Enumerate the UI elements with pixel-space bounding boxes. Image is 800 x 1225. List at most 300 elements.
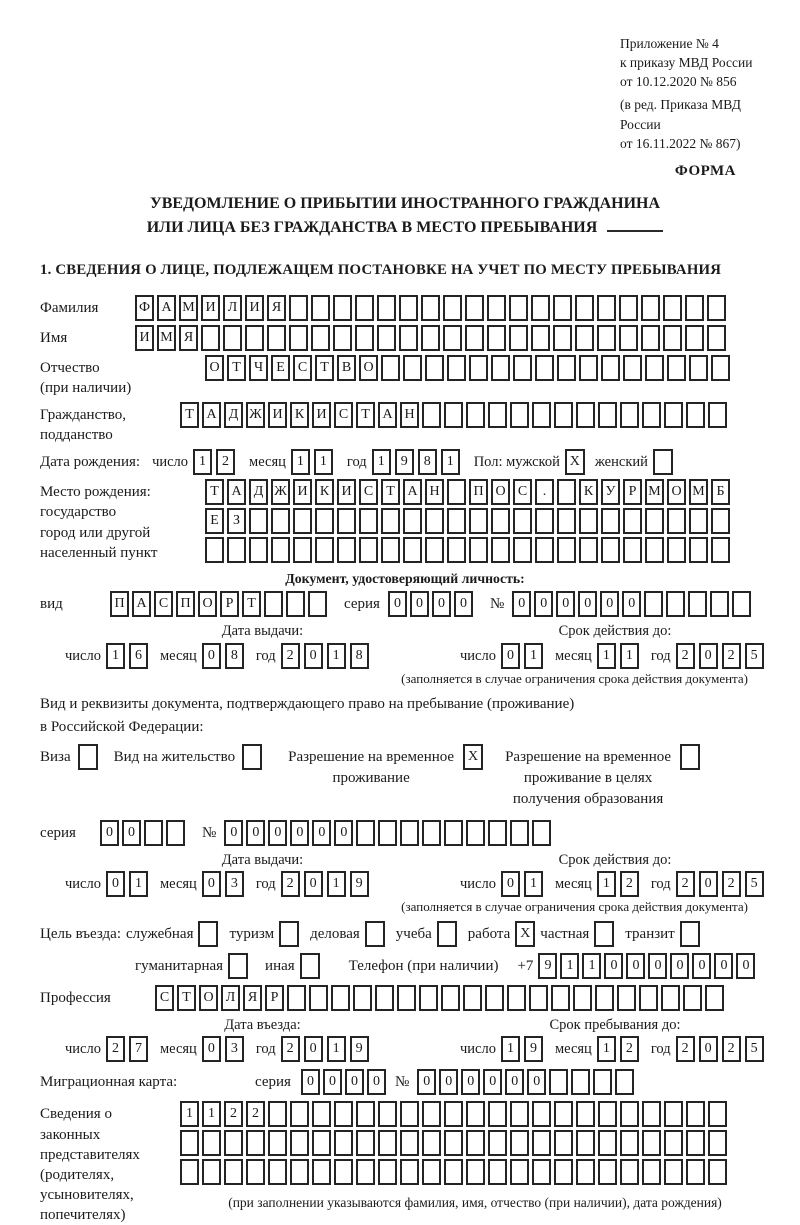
char-cell[interactable]: 0 (202, 871, 221, 897)
char-cell[interactable]: 1 (597, 643, 616, 669)
char-cell[interactable] (378, 1101, 397, 1127)
char-cell[interactable]: 0 (268, 820, 287, 846)
char-cell[interactable]: О (359, 355, 378, 381)
char-cell[interactable] (271, 537, 290, 563)
char-cell[interactable]: Т (205, 479, 224, 505)
sex-male-checkbox[interactable]: X (565, 449, 585, 475)
char-cell[interactable] (202, 1130, 221, 1156)
char-cell[interactable]: 0 (417, 1069, 436, 1095)
char-cell[interactable]: Ф (135, 295, 154, 321)
char-cell[interactable] (267, 325, 286, 351)
char-cell[interactable] (510, 402, 529, 428)
char-cell[interactable] (553, 325, 572, 351)
char-cell[interactable]: 9 (538, 953, 557, 979)
char-cell[interactable] (593, 1069, 612, 1095)
char-cell[interactable] (444, 402, 463, 428)
char-cell[interactable] (271, 508, 290, 534)
char-cell[interactable] (465, 325, 484, 351)
char-cell[interactable] (708, 1101, 727, 1127)
char-cell[interactable] (359, 508, 378, 534)
char-cell[interactable]: Т (315, 355, 334, 381)
char-cell[interactable] (667, 355, 686, 381)
char-cell[interactable] (510, 820, 529, 846)
char-cell[interactable]: 0 (527, 1069, 546, 1095)
char-cell[interactable]: 1 (524, 643, 543, 669)
char-cell[interactable] (573, 985, 592, 1011)
char-cell[interactable]: 1 (314, 449, 333, 475)
char-cell[interactable] (664, 1159, 683, 1185)
char-cell[interactable] (290, 1101, 309, 1127)
char-cell[interactable]: 0 (301, 1069, 320, 1095)
char-cell[interactable] (400, 1130, 419, 1156)
char-cell[interactable] (308, 591, 327, 617)
char-cell[interactable]: О (491, 479, 510, 505)
char-cell[interactable] (425, 355, 444, 381)
char-cell[interactable] (601, 355, 620, 381)
char-cell[interactable] (444, 820, 463, 846)
char-cell[interactable]: 8 (418, 449, 437, 475)
char-cell[interactable] (623, 537, 642, 563)
char-cell[interactable] (465, 295, 484, 321)
char-cell[interactable] (447, 479, 466, 505)
char-cell[interactable] (201, 325, 220, 351)
char-cell[interactable] (399, 325, 418, 351)
char-cell[interactable] (268, 1130, 287, 1156)
char-cell[interactable]: И (293, 479, 312, 505)
char-cell[interactable]: 1 (327, 871, 346, 897)
char-cell[interactable] (491, 508, 510, 534)
char-cell[interactable]: 2 (620, 1036, 639, 1062)
char-cell[interactable] (356, 820, 375, 846)
char-cell[interactable] (377, 325, 396, 351)
char-cell[interactable]: Л (221, 985, 240, 1011)
purpose-business-checkbox[interactable] (365, 921, 385, 947)
char-cell[interactable]: О (667, 479, 686, 505)
char-cell[interactable]: 0 (202, 643, 221, 669)
char-cell[interactable] (491, 537, 510, 563)
char-cell[interactable]: А (403, 479, 422, 505)
char-cell[interactable]: 1 (582, 953, 601, 979)
char-cell[interactable]: 0 (202, 1036, 221, 1062)
char-cell[interactable]: Н (400, 402, 419, 428)
char-cell[interactable]: 0 (600, 591, 619, 617)
char-cell[interactable]: И (337, 479, 356, 505)
char-cell[interactable]: 0 (648, 953, 667, 979)
char-cell[interactable] (166, 820, 185, 846)
char-cell[interactable]: 9 (350, 1036, 369, 1062)
char-cell[interactable]: 1 (620, 643, 639, 669)
char-cell[interactable] (447, 355, 466, 381)
char-cell[interactable] (334, 1130, 353, 1156)
char-cell[interactable] (333, 325, 352, 351)
char-cell[interactable]: 7 (129, 1036, 148, 1062)
char-cell[interactable]: 0 (604, 953, 623, 979)
char-cell[interactable]: Т (227, 355, 246, 381)
char-cell[interactable]: С (334, 402, 353, 428)
char-cell[interactable] (227, 537, 246, 563)
char-cell[interactable]: 6 (129, 643, 148, 669)
char-cell[interactable] (334, 1159, 353, 1185)
char-cell[interactable] (510, 1130, 529, 1156)
char-cell[interactable]: 8 (350, 643, 369, 669)
char-cell[interactable]: 2 (722, 643, 741, 669)
char-cell[interactable]: 0 (312, 820, 331, 846)
char-cell[interactable] (290, 1130, 309, 1156)
char-cell[interactable] (381, 537, 400, 563)
char-cell[interactable]: 1 (327, 643, 346, 669)
char-cell[interactable] (557, 355, 576, 381)
char-cell[interactable] (381, 355, 400, 381)
char-cell[interactable] (466, 1101, 485, 1127)
char-cell[interactable] (641, 295, 660, 321)
char-cell[interactable] (466, 820, 485, 846)
char-cell[interactable]: 2 (246, 1101, 265, 1127)
char-cell[interactable]: 1 (327, 1036, 346, 1062)
char-cell[interactable] (686, 1101, 705, 1127)
char-cell[interactable]: 2 (224, 1101, 243, 1127)
char-cell[interactable] (554, 402, 573, 428)
char-cell[interactable]: 3 (225, 1036, 244, 1062)
char-cell[interactable] (666, 591, 685, 617)
char-cell[interactable]: К (315, 479, 334, 505)
char-cell[interactable] (623, 508, 642, 534)
char-cell[interactable] (686, 1130, 705, 1156)
char-cell[interactable]: 0 (439, 1069, 458, 1095)
char-cell[interactable]: 1 (106, 643, 125, 669)
purpose-tourism-checkbox[interactable] (279, 921, 299, 947)
temp-permit-checkbox[interactable]: X (463, 744, 483, 770)
char-cell[interactable]: 1 (291, 449, 310, 475)
char-cell[interactable] (264, 591, 283, 617)
char-cell[interactable] (642, 1101, 661, 1127)
char-cell[interactable]: 0 (367, 1069, 386, 1095)
char-cell[interactable]: М (157, 325, 176, 351)
char-cell[interactable] (491, 355, 510, 381)
char-cell[interactable]: 5 (745, 871, 764, 897)
char-cell[interactable] (732, 591, 751, 617)
char-cell[interactable] (381, 508, 400, 534)
char-cell[interactable] (575, 295, 594, 321)
char-cell[interactable] (554, 1101, 573, 1127)
char-cell[interactable]: 2 (281, 1036, 300, 1062)
char-cell[interactable] (639, 985, 658, 1011)
char-cell[interactable]: Т (180, 402, 199, 428)
residence-permit-checkbox[interactable] (242, 744, 262, 770)
char-cell[interactable] (334, 1101, 353, 1127)
char-cell[interactable] (507, 985, 526, 1011)
char-cell[interactable] (689, 508, 708, 534)
char-cell[interactable] (223, 325, 242, 351)
char-cell[interactable] (707, 295, 726, 321)
char-cell[interactable] (535, 355, 554, 381)
char-cell[interactable] (466, 402, 485, 428)
char-cell[interactable]: 0 (410, 591, 429, 617)
char-cell[interactable] (312, 1159, 331, 1185)
char-cell[interactable]: 0 (626, 953, 645, 979)
char-cell[interactable]: 0 (714, 953, 733, 979)
char-cell[interactable] (487, 295, 506, 321)
char-cell[interactable] (469, 537, 488, 563)
char-cell[interactable]: 3 (225, 871, 244, 897)
char-cell[interactable] (711, 508, 730, 534)
char-cell[interactable] (311, 295, 330, 321)
char-cell[interactable]: Н (425, 479, 444, 505)
char-cell[interactable]: 0 (461, 1069, 480, 1095)
char-cell[interactable] (549, 1069, 568, 1095)
char-cell[interactable]: 1 (597, 871, 616, 897)
char-cell[interactable]: Ж (271, 479, 290, 505)
char-cell[interactable] (268, 1101, 287, 1127)
char-cell[interactable] (645, 508, 664, 534)
char-cell[interactable]: 2 (216, 449, 235, 475)
char-cell[interactable] (557, 479, 576, 505)
char-cell[interactable] (579, 355, 598, 381)
char-cell[interactable] (513, 508, 532, 534)
char-cell[interactable] (685, 295, 704, 321)
char-cell[interactable] (469, 355, 488, 381)
char-cell[interactable] (375, 985, 394, 1011)
char-cell[interactable] (378, 820, 397, 846)
char-cell[interactable] (644, 591, 663, 617)
char-cell[interactable] (447, 537, 466, 563)
char-cell[interactable] (422, 1101, 441, 1127)
char-cell[interactable]: Л (223, 295, 242, 321)
char-cell[interactable] (576, 1159, 595, 1185)
char-cell[interactable]: 0 (501, 643, 520, 669)
purpose-humanitarian-checkbox[interactable] (228, 953, 248, 979)
char-cell[interactable]: А (132, 591, 151, 617)
char-cell[interactable] (663, 325, 682, 351)
char-cell[interactable]: 0 (323, 1069, 342, 1095)
char-cell[interactable]: В (337, 355, 356, 381)
char-cell[interactable] (708, 1159, 727, 1185)
char-cell[interactable] (531, 295, 550, 321)
char-cell[interactable] (529, 985, 548, 1011)
char-cell[interactable]: А (157, 295, 176, 321)
char-cell[interactable]: Т (177, 985, 196, 1011)
char-cell[interactable] (331, 985, 350, 1011)
char-cell[interactable] (510, 1101, 529, 1127)
char-cell[interactable]: 0 (290, 820, 309, 846)
char-cell[interactable]: М (689, 479, 708, 505)
char-cell[interactable]: 0 (100, 820, 119, 846)
char-cell[interactable]: У (601, 479, 620, 505)
char-cell[interactable] (617, 985, 636, 1011)
char-cell[interactable]: 0 (304, 643, 323, 669)
char-cell[interactable] (488, 1130, 507, 1156)
char-cell[interactable] (686, 402, 705, 428)
char-cell[interactable] (683, 985, 702, 1011)
char-cell[interactable] (509, 325, 528, 351)
char-cell[interactable] (469, 508, 488, 534)
char-cell[interactable] (403, 537, 422, 563)
char-cell[interactable]: Р (265, 985, 284, 1011)
char-cell[interactable]: 0 (699, 1036, 718, 1062)
char-cell[interactable] (663, 295, 682, 321)
char-cell[interactable] (333, 295, 352, 321)
char-cell[interactable] (425, 537, 444, 563)
char-cell[interactable]: 5 (745, 643, 764, 669)
char-cell[interactable]: 0 (699, 871, 718, 897)
char-cell[interactable] (576, 1101, 595, 1127)
char-cell[interactable]: 0 (483, 1069, 502, 1095)
edu-permit-checkbox[interactable] (680, 744, 700, 770)
char-cell[interactable] (466, 1130, 485, 1156)
char-cell[interactable] (620, 402, 639, 428)
char-cell[interactable] (553, 295, 572, 321)
char-cell[interactable] (144, 820, 163, 846)
char-cell[interactable] (403, 508, 422, 534)
purpose-transit-checkbox[interactable] (680, 921, 700, 947)
char-cell[interactable] (463, 985, 482, 1011)
char-cell[interactable] (202, 1159, 221, 1185)
char-cell[interactable] (554, 1130, 573, 1156)
char-cell[interactable]: 8 (225, 643, 244, 669)
char-cell[interactable] (422, 402, 441, 428)
char-cell[interactable] (601, 508, 620, 534)
char-cell[interactable]: П (110, 591, 129, 617)
char-cell[interactable] (268, 1159, 287, 1185)
char-cell[interactable] (290, 1159, 309, 1185)
char-cell[interactable] (535, 537, 554, 563)
char-cell[interactable]: 0 (736, 953, 755, 979)
char-cell[interactable]: 1 (524, 871, 543, 897)
char-cell[interactable] (667, 508, 686, 534)
char-cell[interactable] (447, 508, 466, 534)
char-cell[interactable] (403, 355, 422, 381)
char-cell[interactable]: 5 (745, 1036, 764, 1062)
char-cell[interactable] (686, 1159, 705, 1185)
char-cell[interactable] (180, 1130, 199, 1156)
char-cell[interactable] (642, 1159, 661, 1185)
char-cell[interactable] (664, 402, 683, 428)
char-cell[interactable] (641, 325, 660, 351)
char-cell[interactable]: 0 (699, 643, 718, 669)
char-cell[interactable]: 9 (395, 449, 414, 475)
char-cell[interactable]: Е (271, 355, 290, 381)
char-cell[interactable] (707, 325, 726, 351)
char-cell[interactable] (623, 355, 642, 381)
char-cell[interactable] (664, 1130, 683, 1156)
char-cell[interactable] (513, 537, 532, 563)
char-cell[interactable] (667, 537, 686, 563)
char-cell[interactable]: К (290, 402, 309, 428)
char-cell[interactable]: 0 (578, 591, 597, 617)
visa-checkbox[interactable] (78, 744, 98, 770)
char-cell[interactable] (311, 325, 330, 351)
char-cell[interactable] (708, 402, 727, 428)
char-cell[interactable]: 0 (501, 871, 520, 897)
char-cell[interactable]: Р (220, 591, 239, 617)
char-cell[interactable] (705, 985, 724, 1011)
char-cell[interactable]: С (154, 591, 173, 617)
char-cell[interactable]: О (205, 355, 224, 381)
char-cell[interactable]: Ж (246, 402, 265, 428)
char-cell[interactable] (224, 1159, 243, 1185)
char-cell[interactable] (487, 325, 506, 351)
char-cell[interactable] (532, 1130, 551, 1156)
purpose-private-checkbox[interactable] (594, 921, 614, 947)
char-cell[interactable]: 2 (281, 871, 300, 897)
char-cell[interactable]: И (268, 402, 287, 428)
char-cell[interactable] (356, 1101, 375, 1127)
char-cell[interactable] (532, 820, 551, 846)
char-cell[interactable] (356, 1130, 375, 1156)
char-cell[interactable] (425, 508, 444, 534)
char-cell[interactable]: 0 (622, 591, 641, 617)
char-cell[interactable]: 2 (281, 643, 300, 669)
char-cell[interactable]: 2 (676, 871, 695, 897)
char-cell[interactable]: Я (179, 325, 198, 351)
char-cell[interactable]: А (378, 402, 397, 428)
char-cell[interactable] (286, 591, 305, 617)
char-cell[interactable]: 9 (350, 871, 369, 897)
char-cell[interactable]: 2 (106, 1036, 125, 1062)
char-cell[interactable] (579, 537, 598, 563)
char-cell[interactable] (287, 985, 306, 1011)
char-cell[interactable]: Ч (249, 355, 268, 381)
char-cell[interactable]: И (201, 295, 220, 321)
char-cell[interactable]: С (359, 479, 378, 505)
char-cell[interactable] (397, 985, 416, 1011)
char-cell[interactable] (441, 985, 460, 1011)
char-cell[interactable]: С (513, 479, 532, 505)
char-cell[interactable] (421, 295, 440, 321)
char-cell[interactable]: Е (205, 508, 224, 534)
char-cell[interactable]: 1 (129, 871, 148, 897)
char-cell[interactable] (619, 295, 638, 321)
char-cell[interactable]: 0 (512, 591, 531, 617)
char-cell[interactable]: 1 (180, 1101, 199, 1127)
char-cell[interactable] (557, 537, 576, 563)
char-cell[interactable]: 2 (620, 871, 639, 897)
char-cell[interactable] (378, 1130, 397, 1156)
char-cell[interactable] (289, 325, 308, 351)
char-cell[interactable] (293, 537, 312, 563)
char-cell[interactable]: 0 (304, 1036, 323, 1062)
char-cell[interactable] (513, 355, 532, 381)
char-cell[interactable] (711, 537, 730, 563)
char-cell[interactable] (488, 1159, 507, 1185)
char-cell[interactable]: 0 (106, 871, 125, 897)
char-cell[interactable] (620, 1101, 639, 1127)
char-cell[interactable] (685, 325, 704, 351)
char-cell[interactable] (337, 508, 356, 534)
char-cell[interactable] (689, 355, 708, 381)
purpose-official-checkbox[interactable] (198, 921, 218, 947)
char-cell[interactable]: 0 (304, 871, 323, 897)
char-cell[interactable] (642, 1130, 661, 1156)
char-cell[interactable]: Б (711, 479, 730, 505)
char-cell[interactable] (444, 1130, 463, 1156)
char-cell[interactable] (557, 508, 576, 534)
char-cell[interactable] (488, 820, 507, 846)
char-cell[interactable] (642, 402, 661, 428)
char-cell[interactable] (598, 402, 617, 428)
char-cell[interactable]: А (202, 402, 221, 428)
char-cell[interactable]: О (199, 985, 218, 1011)
char-cell[interactable]: П (176, 591, 195, 617)
char-cell[interactable] (399, 295, 418, 321)
char-cell[interactable] (224, 1130, 243, 1156)
char-cell[interactable] (422, 1130, 441, 1156)
char-cell[interactable]: Р (623, 479, 642, 505)
char-cell[interactable]: 2 (722, 871, 741, 897)
char-cell[interactable] (293, 508, 312, 534)
purpose-work-checkbox[interactable]: X (515, 921, 535, 947)
char-cell[interactable] (245, 325, 264, 351)
char-cell[interactable] (535, 508, 554, 534)
